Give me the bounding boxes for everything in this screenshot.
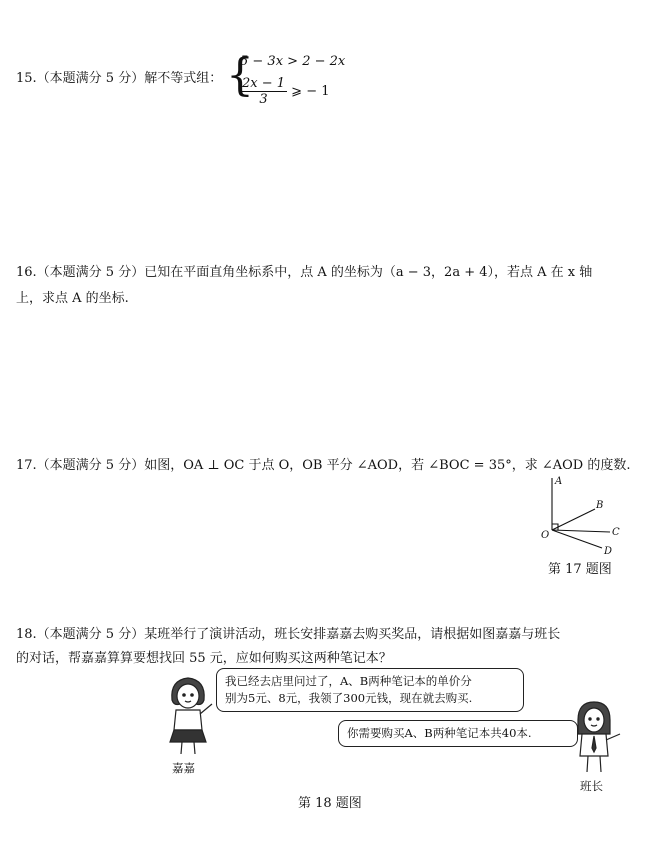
- ray-od: [552, 530, 602, 548]
- name-jiajia: 嘉嘉: [172, 761, 195, 775]
- label-c: C: [612, 527, 620, 538]
- speech-bubble-monitor: [338, 720, 578, 747]
- class-monitor-illustration: [566, 698, 624, 778]
- system-brace: {: [226, 50, 254, 101]
- question-18-line-2: 的对话，帮嘉嘉算算要想找回 55 元，应如何购买这两种笔记本？: [16, 651, 392, 666]
- question-18-line-1: 18.（本题满分 5 分）某班举行了演讲活动，班长安排嘉嘉去购买奖品，请根据如图嘉嘉与班长: [16, 627, 561, 642]
- figure-18-caption: 第 18 题图: [298, 796, 362, 811]
- figure-17-diagram: [530, 472, 630, 562]
- fraction-denominator: 3: [259, 92, 268, 107]
- inequality-1: 5 − 3x > 2 − 2x: [240, 54, 346, 69]
- inequality-2-rhs: ⩾ − 1: [291, 84, 330, 99]
- fraction-numerator: 2x − 1: [242, 76, 286, 91]
- question-16-line-1: 16.（本题满分 5 分）已知在平面直角坐标系中，点 A 的坐标为（a − 3，2a + 4），若点 A 在 x 轴: [16, 265, 593, 280]
- question-17-text: 17.（本题满分 5 分）如图，OA ⊥ OC 于点 O，OB 平分 ∠AOD，若 ∠BOC = 35°，求 ∠AOD 的度数.: [16, 458, 631, 473]
- question-18: [16, 624, 646, 670]
- question-16-line-2: 上，求点 A 的坐标.: [16, 291, 129, 306]
- speech-jiajia-line-2: 别为5元、8元，我领了300元钱，现在就去购买.: [225, 691, 473, 705]
- label-a: A: [555, 476, 563, 487]
- label-b: B: [596, 500, 604, 511]
- speech-monitor-text: 你需要购买A、B两种笔记本共40本.: [347, 726, 532, 740]
- student-girl-illustration: [162, 674, 214, 760]
- inequality-2: [240, 76, 330, 107]
- question-15: [16, 68, 646, 90]
- label-d: D: [604, 546, 613, 557]
- fraction: [240, 76, 287, 107]
- name-monitor: 班长: [580, 779, 603, 793]
- speech-jiajia-line-1: 我已经去店里问过了，A、B两种笔记本的单价分: [225, 674, 472, 688]
- label-o: O: [541, 530, 550, 541]
- question-15-label: 15.（本题满分 5 分）解不等式组：: [16, 71, 223, 86]
- ray-oc: [552, 530, 610, 532]
- question-16: [16, 262, 646, 310]
- speech-bubble-jiajia: [216, 668, 524, 712]
- figure-17-caption: 第 17 题图: [548, 562, 612, 577]
